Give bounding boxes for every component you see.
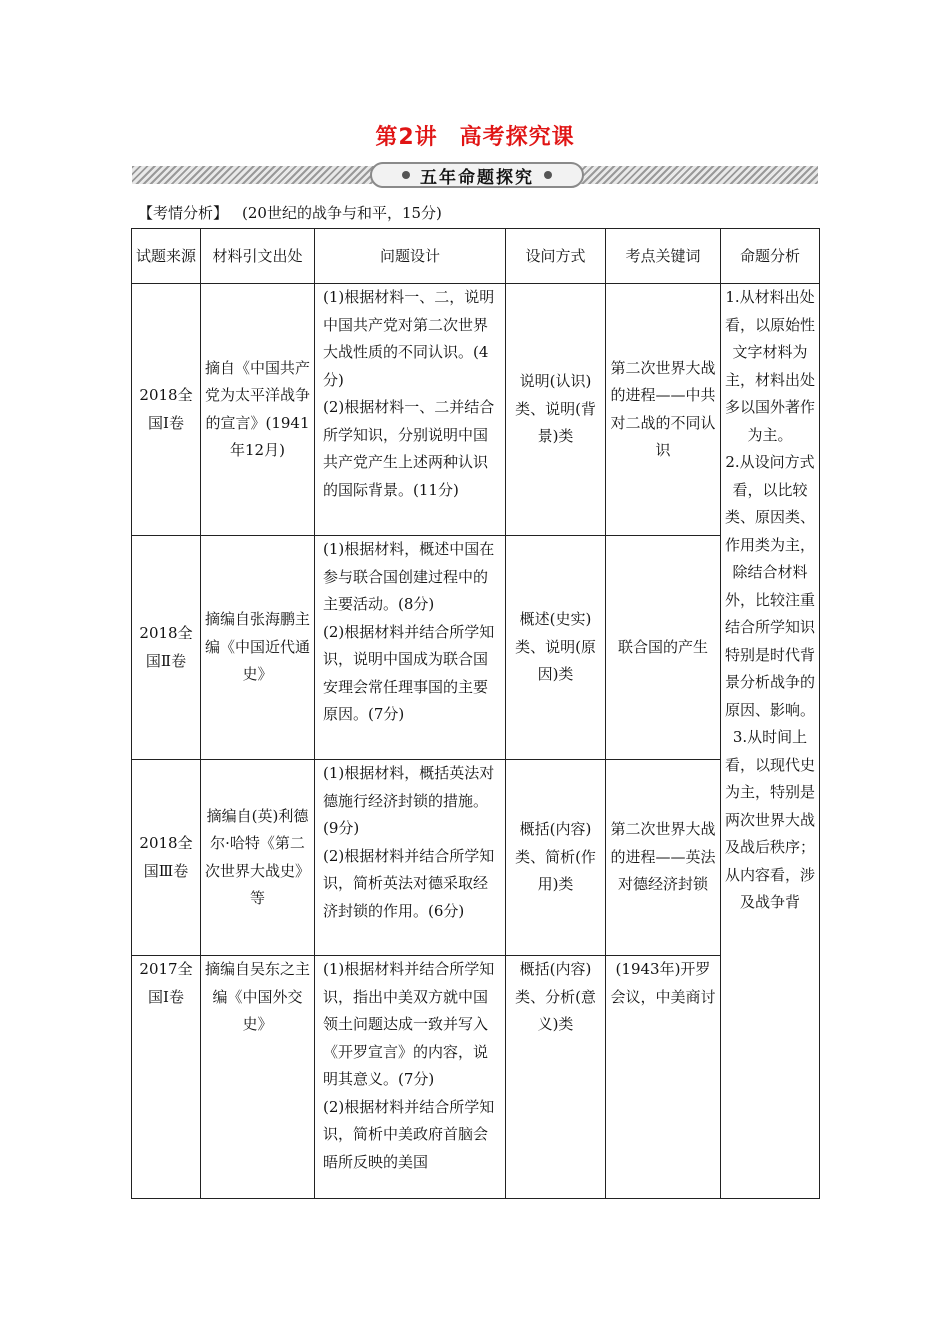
question-item: (2)根据材料并结合所学知识，简析英法对德采取经济封锁的作用。(6分) [323, 846, 495, 920]
cell-keywords: 第二次世界大战的进程——中共对二战的不同认识 [606, 284, 721, 536]
exam-analysis-line [138, 202, 442, 223]
cell-questions [315, 956, 506, 1199]
cell-mode: 说明(认识)类、说明(背景)类 [506, 284, 606, 536]
cell-material: 摘编自张海鹏主编《中国近代通史》 [201, 536, 315, 760]
cell-keywords: (1943年)开罗会议，中美商讨 [606, 956, 721, 1199]
cell-questions [315, 536, 506, 760]
cell-source: 2018全国Ⅲ卷 [132, 760, 201, 956]
header-source: 试题来源 [132, 229, 201, 284]
banner-dot-icon [544, 171, 552, 179]
title-lecture: 第2讲 [375, 125, 438, 150]
question-item: (1)根据材料并结合所学知识，指出中美双方就中国领土问题达成一致并写入《开罗宣言》的内容，说明其意义。(7分) [323, 960, 495, 1088]
table-header-row [132, 229, 820, 284]
cell-analysis [721, 284, 820, 1199]
analysis-item: 3.从时间上看，以现代史为主，特别是两次世界大战及战后秩序；从内容看，涉及战争背 [724, 728, 815, 911]
header-mode: 设问方式 [506, 229, 606, 284]
header-analysis: 命题分析 [721, 229, 820, 284]
cell-source: 2018全国Ⅱ卷 [132, 536, 201, 760]
banner-pill [370, 162, 584, 188]
header-questions: 问题设计 [315, 229, 506, 284]
cell-keywords: 第二次世界大战的进程——英法对德经济封锁 [606, 760, 721, 956]
section-banner [132, 160, 818, 190]
banner-dot-icon [402, 171, 410, 179]
exam-analysis-label: 【考情分析】 [138, 204, 229, 222]
table-row [132, 536, 820, 760]
exam-table [131, 228, 820, 1199]
analysis-item: 2.从设问方式看，以比较类、原因类、作用类为主，除结合材料外，比较注重结合所学知识特别是时代背景分析战争的原因、影响。 [724, 453, 815, 719]
cell-questions [315, 760, 506, 956]
page-title [0, 120, 950, 151]
table-row [132, 284, 820, 536]
banner-text: 五年命题探究 [420, 167, 534, 188]
analysis-item: 1.从材料出处看，以原始性文字材料为主，材料出处多以国外著作为主。 [724, 288, 815, 444]
cell-material: 摘自《中国共产党为太平洋战争的宣言》(1941年12月) [201, 284, 315, 536]
title-course: 高考探究课 [459, 125, 575, 150]
cell-keywords: 联合国的产生 [606, 536, 721, 760]
header-keywords: 考点关键词 [606, 229, 721, 284]
table-row [132, 956, 820, 1199]
question-item: (2)根据材料并结合所学知识，简析中美政府首脑会晤所反映的美国 [323, 1097, 495, 1171]
cell-source: 2017全国Ⅰ卷 [132, 956, 201, 1199]
cell-mode: 概述(史实)类、说明(原因)类 [506, 536, 606, 760]
exam-analysis-note: (20世纪的战争与和平，15分) [242, 204, 442, 222]
cell-mode: 概括(内容)类、简析(作用)类 [506, 760, 606, 956]
question-item: (1)根据材料，概述中国在参与联合国创建过程中的主要活动。(8分) [323, 540, 495, 613]
cell-source: 2018全国Ⅰ卷 [132, 284, 201, 536]
cell-mode: 概括(内容)类、分析(意义)类 [506, 956, 606, 1199]
header-material: 材料引文出处 [201, 229, 315, 284]
question-item: (2)根据材料并结合所学知识，说明中国成为联合国安理会常任理事国的主要原因。(7分) [323, 622, 495, 723]
question-item: (1)根据材料，概括英法对德施行经济封锁的措施。(9分) [323, 764, 495, 837]
cell-questions [315, 284, 506, 536]
cell-material: 摘编自(英)利德尔·哈特《第二次世界大战史》等 [201, 760, 315, 956]
question-item: (2)根据材料一、二并结合所学知识，分别说明中国共产党产生上述两种认识的国际背景。(11分) [323, 398, 495, 499]
table-row [132, 760, 820, 956]
cell-material: 摘编自吴东之主编《中国外交史》 [201, 956, 315, 1199]
question-item: (1)根据材料一、二，说明中国共产党对第二次世界大战性质的不同认识。(4分) [323, 288, 495, 389]
